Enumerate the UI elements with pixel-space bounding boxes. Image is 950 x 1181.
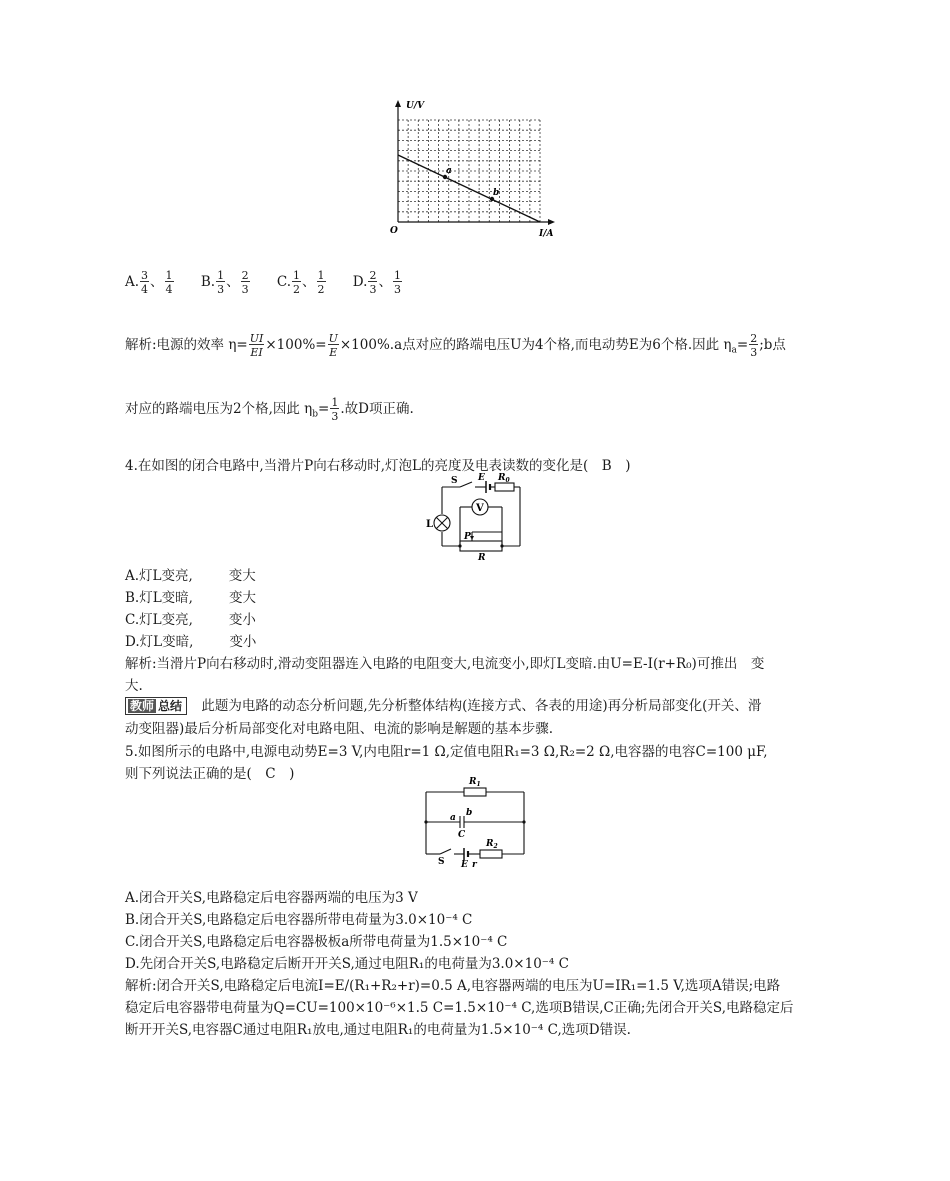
q4-circuit (420, 470, 530, 560)
svg-text:R0: $R_0$ (498, 473, 510, 484)
svg-text:S: S (451, 476, 458, 486)
q4-stem: 4.在如图的闭合电路中,当滑片P向右移动时,灯泡L的亮度及电表读数的变化是( B ) (125, 458, 631, 474)
q3-analysis-line1: 解析:电源的效率 η= $\frac{UI}{EI}$ ×100%= $\frac{U}{E}$ ×100%.a点对应的路端电压U为4个格,而电动势E为6个格.因此 $\eta_a=$ $\frac{2}{3}$ ;b点 (125, 332, 786, 359)
q4-option-a: A.灯L变亮, 变大 (125, 568, 256, 584)
svg-text:E: E (461, 860, 468, 868)
u-i-graph (385, 98, 560, 240)
q3-option-a: A. $\frac{3}{4}$ 、 $\frac{1}{4}$ (125, 269, 173, 296)
q4-option-b: B.灯L变暗, 变大 (125, 590, 256, 606)
q4-analysis-line2: 大. (125, 678, 143, 694)
q5-stem-line2: 则下列说法正确的是( C ) (125, 766, 295, 782)
y-axis-arrow (395, 100, 401, 107)
q5-analysis-line3: 断开开关S,电容器C通过电阻R₁放电,通过电阻R₁的电荷量为1.5×10⁻⁴ C,选项D错误. (125, 1022, 631, 1038)
graph-grid (398, 120, 540, 222)
point-b-label: b (493, 188, 500, 198)
origin-label: O (390, 226, 398, 236)
q3-option-b: B. $\frac{1}{3}$ 、 $\frac{2}{3}$ (200, 269, 249, 296)
q3-option-c: C. $\frac{1}{2}$ 、 $\frac{1}{2}$ (276, 269, 325, 296)
x-axis-arrow (548, 219, 555, 225)
q5-option-c: C.闭合开关S,电路稳定后电容器极板a所带电荷量为1.5×10⁻⁴ C (125, 934, 508, 950)
svg-text:r: r (472, 860, 477, 868)
q4-option-c: C.灯L变亮, 变小 (125, 612, 256, 628)
svg-text:R1: $R_1$ (469, 777, 481, 788)
q5-option-b: B.闭合开关S,电路稳定后电容器所带电荷量为3.0×10⁻⁴ C (125, 912, 473, 928)
q4-option-d: D.灯L变暗, 变小 (125, 634, 257, 650)
svg-text:L: L (426, 519, 434, 530)
svg-text:E: E (478, 473, 485, 483)
q3-analysis-line2: 对应的路端电压为2个格,因此 $\eta_b=$ $\frac{1}{3}$ .故D项正确. (125, 396, 414, 423)
y-axis-label: U/V (406, 101, 425, 111)
svg-text:b: b (466, 808, 473, 818)
q5-circuit (418, 772, 530, 868)
q5-option-d: D.先闭合开关S,电路稳定后断开开关S,通过电阻R₁的电荷量为3.0×10⁻⁴ C (125, 956, 569, 972)
svg-text:R2: $R_2$ (486, 839, 498, 850)
q5-option-a: A.闭合开关S,电路稳定后电容器两端的电压为3 V (125, 890, 418, 906)
q5-analysis-line2: 稳定后电容器带电荷量为Q=CU=100×10⁻⁶×1.5 C=1.5×10⁻⁴ C,选项B错误,C正确;先闭合开关S,电路稳定后 (125, 1000, 794, 1016)
point-a-label: a (446, 166, 452, 176)
svg-text:a: a (450, 813, 456, 823)
q5-stem-line1: 5.如图所示的电路中,电源电动势E=3 V,内电阻r=1 Ω,定值电阻R₁=3 Ω,R₂=2 Ω,电容器的电容C=100 μF, (125, 744, 768, 760)
q4-analysis-line1: 解析:当滑片P向右移动时,滑动变阻器连入电路的电阻变大,电流变小,即灯L变暗.由U=E-I(r+R₀)可推出 变 (125, 656, 765, 672)
svg-text:P: P (464, 532, 471, 542)
teacher-summary-line1: 教师 总结 此题为电路的动态分析问题,先分析整体结构(连接方式、各表的用途)再分析局部变化(开关、滑 (125, 694, 761, 715)
svg-text:R: R (478, 553, 486, 560)
teacher-summary-badge: 教师 总结 (125, 697, 187, 715)
x-axis-label: I/A (539, 229, 554, 239)
svg-text:S: S (438, 857, 445, 867)
q3-option-d: D. $\frac{2}{3}$ 、 $\frac{1}{3}$ (352, 269, 401, 296)
q5-analysis-line1: 解析:闭合开关S,电路稳定后电流I=E/(R₁+R₂+r)=0.5 A,电容器两端的电压为U=IR₁=1.5 V,选项A错误;电路 (125, 978, 781, 994)
teacher-summary-line2: 动变阻器)最后分析局部变化对电路电阻、电流的影响是解题的基本步骤. (125, 721, 554, 737)
q3-options (125, 270, 403, 295)
svg-text:V: V (476, 503, 484, 514)
svg-text:C: C (458, 830, 466, 840)
